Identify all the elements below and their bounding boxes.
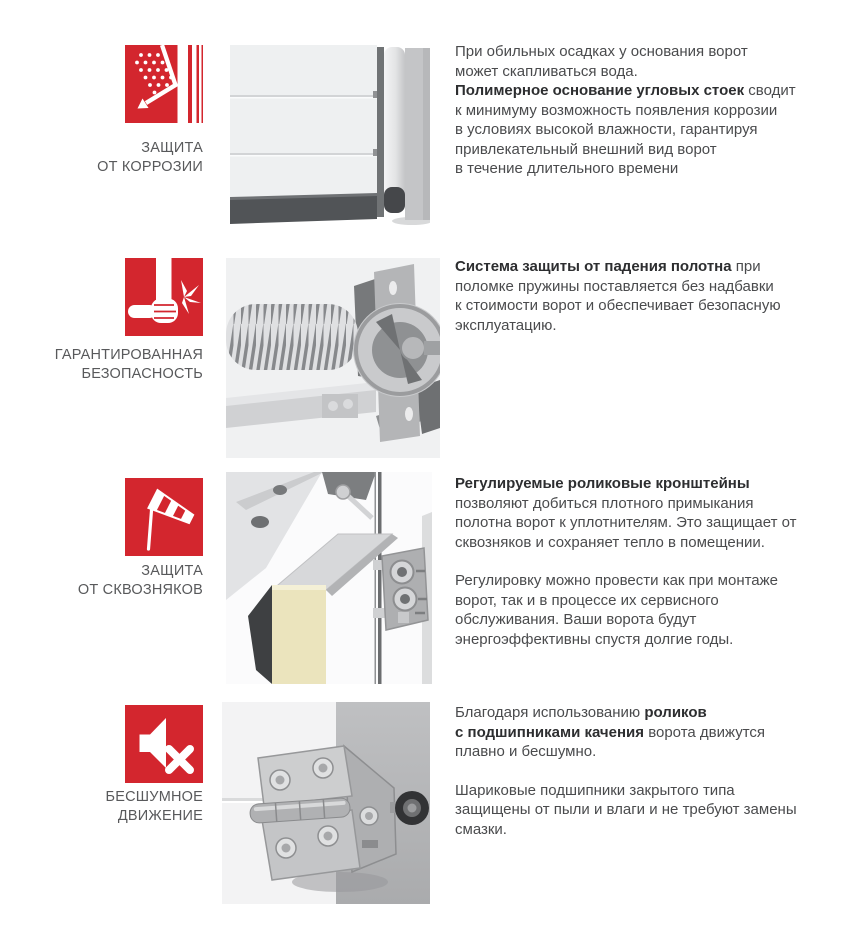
label-line: ГАРАНТИРОВАННАЯ — [54, 347, 203, 363]
feature-label-safety — [25, 346, 203, 384]
roller-bracket-illustration — [226, 472, 432, 684]
label-line: ДВИЖЕНИЕ — [117, 808, 203, 824]
paragraph: Регулируемые роликовые кронштейны позволяют добиться плотного примыкания полотна ворот к уплотнителям. Это защищает от сквозняков и сохраняет тепло в помещении. — [455, 475, 797, 551]
feature-text-corrosion — [455, 42, 807, 179]
feature-text-drafts — [455, 474, 807, 649]
feature-label-drafts — [25, 562, 203, 600]
paragraph: Регулировку можно провести как при монтаже ворот, так и в процессе их сервисного обслуживания. Ваши ворота будут энергоэффективны спустя долгие годы. — [455, 572, 779, 648]
label-line: БЕЗОПАСНОСТЬ — [81, 366, 203, 382]
door-bottom-corner-illustration — [230, 45, 430, 225]
paragraph: Благодаря использованию роликов с подшипниками качения ворота движутся плавно и бесшумно. — [455, 704, 766, 760]
feature-icon-silent — [125, 705, 203, 783]
feature-icon-corrosion — [125, 45, 203, 123]
label-line: ЗАЩИТА — [141, 563, 203, 579]
windsock-icon — [125, 478, 203, 556]
hand-catching-panel-icon — [125, 258, 203, 336]
feature-label-corrosion — [25, 139, 203, 177]
label-line: ОТ КОРРОЗИИ — [97, 159, 203, 175]
paragraph: При обильных осадках у основания ворот может скапливаться вода. Полимерное основание угловых стоек сводит к минимуму возможность появления коррозии в условиях высокой влажности, гарантируя привлекательный внешний вид ворот в течение длительного времени — [455, 43, 796, 177]
label-line: ОТ СКВОЗНЯКОВ — [77, 582, 203, 598]
feature-icon-safety — [125, 258, 203, 336]
label-line: БЕСШУМНОЕ — [105, 789, 203, 805]
paragraph: Система защиты от падения полотна при поломке пружины поставляется без надбавки к стоимости ворот и обеспечивает безопасную эксплуатацию. — [455, 258, 781, 334]
paragraph: Шариковые подшипники закрытого типа защищены от пыли и влаги и не требуют замены смазки. — [455, 781, 797, 838]
rain-bounce-off-wall-icon — [125, 45, 203, 123]
feature-text-safety — [455, 257, 807, 335]
hinge-with-roller-photo — [222, 702, 430, 904]
torsion-spring-drum-photo — [226, 258, 440, 458]
feature-text-silent — [455, 703, 807, 839]
feature-label-silent — [25, 788, 203, 826]
adjustable-roller-bracket-photo — [226, 472, 432, 684]
muted-speaker-icon — [125, 705, 203, 783]
torsion-spring-illustration — [226, 258, 440, 458]
hinge-roller-illustration — [222, 702, 430, 904]
feature-icon-drafts — [125, 478, 203, 556]
label-line: ЗАЩИТА — [141, 140, 203, 156]
door-bottom-corner-photo — [230, 45, 430, 225]
